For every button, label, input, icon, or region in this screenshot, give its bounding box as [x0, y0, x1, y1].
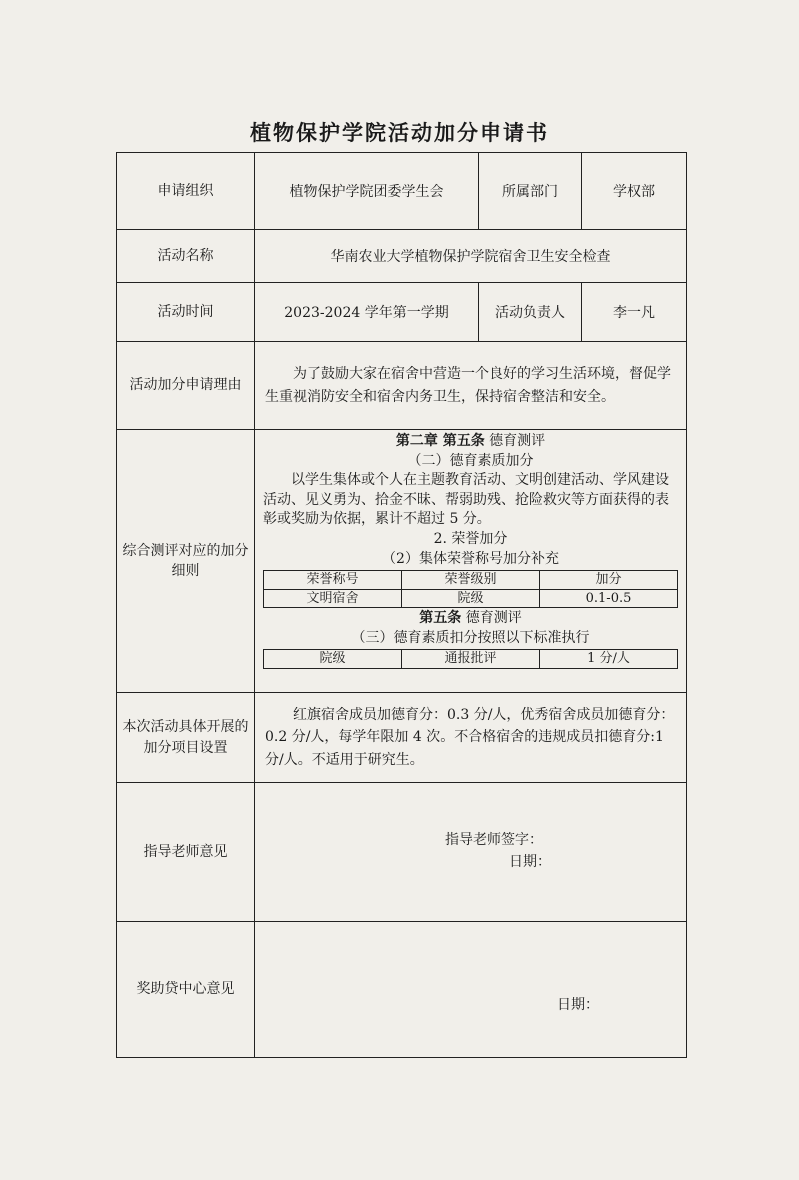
aid-center-opinion-label: 奖助贷中心意见 — [117, 922, 255, 1058]
honor-table-cell: 文明宿舍 — [264, 589, 402, 608]
evaluation-rules-label: 综合测评对应的加分细则 — [117, 430, 255, 693]
evaluation-rules-content — [255, 430, 687, 693]
activity-name-label: 活动名称 — [117, 230, 255, 283]
article-heading-bold: 第五条 — [419, 610, 462, 627]
aid-center-opinion-area — [255, 922, 687, 1058]
activity-name-value: 华南农业大学植物保护学院宿舍卫生安全检查 — [255, 230, 687, 283]
collective-honor-heading: （2）集体荣誉称号加分补充 — [382, 550, 559, 567]
deduction-table-row — [264, 650, 678, 669]
deduction-heading: （三）德育素质扣分按照以下标准执行 — [351, 629, 590, 646]
aid-center-signature-block — [255, 922, 686, 1057]
row-activity-name — [117, 230, 687, 283]
honor-table-header-cell: 加分 — [540, 571, 678, 590]
applicant-org-label: 申请组织 — [117, 153, 255, 230]
bonus-items-text: 红旗宿舍成员加德育分：0.3 分/人，优秀宿舍成员加德育分：0.2 分/人，每学年限加 4 次。不合格宿舍的违规成员扣德育分:1 分/人。不适用于研究生。 — [255, 693, 687, 783]
honor-table-row — [264, 589, 678, 608]
row-application-reason — [117, 342, 687, 430]
advisor-signature-block — [255, 783, 686, 921]
row-aid-center-opinion — [117, 922, 687, 1058]
advisor-opinion-area — [255, 783, 687, 922]
page-title: 植物保护学院活动加分申请书 — [250, 121, 549, 145]
article-heading — [263, 609, 678, 629]
application-reason-label: 活动加分申请理由 — [117, 342, 255, 430]
row-activity-time — [117, 283, 687, 342]
advisor-signature-label: 指导老师签字： — [445, 832, 543, 848]
honor-table-cell: 0.1-0.5 — [540, 589, 678, 608]
activity-leader-label: 活动负责人 — [479, 283, 582, 342]
deduction-table-cell: 1 分/人 — [540, 650, 678, 669]
bonus-items-label: 本次活动具体开展的加分项目设置 — [117, 693, 255, 783]
activity-leader-value: 李一凡 — [582, 283, 687, 342]
chapter-heading — [263, 432, 678, 452]
advisor-opinion-label: 指导老师意见 — [117, 783, 255, 922]
honor-table-header-cell: 荣誉级别 — [402, 571, 540, 590]
chapter-heading-bold: 第二章 第五条 — [395, 433, 485, 449]
application-reason-text: 为了鼓励大家在宿舍中营造一个良好的学习生活环境，督促学生重视消防安全和宿舍内务卫生，保持宿舍整洁和安全。 — [255, 342, 687, 430]
application-form-table — [116, 152, 687, 1058]
deduction-table — [263, 649, 678, 669]
moral-bonus-paragraph: 以学生集体或个人在主题教育活动、文明创建活动、学风建设活动、见义勇为、拾金不昧、帮弱助残、抢险救灾等方面获得的表彰或奖励为依据，累计不超过 5 分。 — [263, 472, 669, 528]
honor-table-header — [264, 571, 678, 590]
honor-table — [263, 570, 678, 608]
department-label: 所属部门 — [479, 153, 582, 230]
honor-table-header-cell: 荣誉称号 — [264, 571, 402, 590]
applicant-org-value: 植物保护学院团委学生会 — [255, 153, 479, 230]
subsection-2-heading: （二）德育素质加分 — [407, 452, 534, 469]
honor-bonus-heading: 2. 荣誉加分 — [433, 530, 508, 547]
deduction-table-cell: 通报批评 — [402, 650, 540, 669]
row-bonus-items — [117, 693, 687, 783]
row-advisor-opinion — [117, 783, 687, 922]
activity-time-value: 2023-2024 学年第一学期 — [255, 283, 479, 342]
department-value: 学权部 — [582, 153, 687, 230]
activity-time-label: 活动时间 — [117, 283, 255, 342]
deduction-table-cell: 院级 — [264, 650, 402, 669]
row-evaluation-rules — [117, 430, 687, 693]
article-heading-rest: 德育测评 — [461, 610, 522, 627]
honor-table-cell: 院级 — [402, 589, 540, 608]
row-applicant-org — [117, 153, 687, 230]
advisor-date-label: 日期： — [509, 854, 551, 870]
aid-center-date-label: 日期： — [557, 997, 599, 1013]
chapter-heading-rest: 德育测评 — [484, 433, 546, 449]
